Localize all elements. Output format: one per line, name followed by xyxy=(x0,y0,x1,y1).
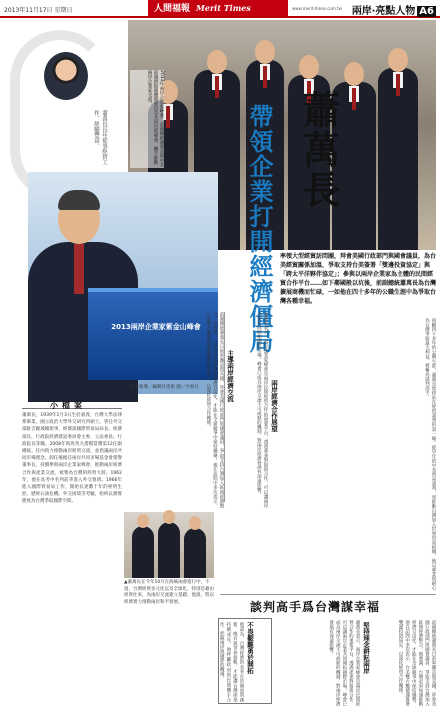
lede-paragraph: 率領大型經貿訪問團，拜會美國行政部門與國會議員，為台美經貿關係加溫，爭取支持台美簽署「雙邊投資協定」與「跨太平洋夥伴協定」；參與以兩岸企業家為主體的民間經貿合作平台……如下鄰國般以坑後，前副總統蕭萬長為台灣擴展商機而忙碌，一如他在四十多年的公職生涯中為爭取台灣各種幸福。 xyxy=(280,253,437,305)
body-column-1: 前副總統蕭萬長日前率團訪問美國，拜會美國行政部門與國會議員，爭取支持台灣加入區域經濟整合。他強調，台灣必須加速推動經濟自由化，才能在全球競爭中保持優勢。他在訪問中多次表示，台美雙方應儘速簽署雙邊投資協定，以深化經貿合作關係。 xyxy=(205,312,224,508)
handshake-caption: ▲蕭萬長在今年10月在海峽兩會進行中，不過，台灣經貿多元化以及全球化，特別是藉由經貿往來，為兩岸交流建立基礎。他說，將以經濟實力推動兩岸和平發展。 xyxy=(124,580,214,605)
person-figure xyxy=(132,526,154,578)
body-column-4: 蕭萬長表示，兩岸企業家峰會是兩岸民間經貿合作的重要平台，透過產業對接與合作，可以讓兩岸企業共同開拓國際市場。峰會已成為兩岸交流不可或缺的機制，對兩岸經濟發展有深遠影響。 xyxy=(328,620,360,706)
masthead-en: Merit Times xyxy=(196,3,251,13)
site-url: www.merit-times.com.tw xyxy=(292,6,342,11)
section-label xyxy=(352,2,436,17)
body-column-3: 回顧四十多年的公職生涯，蕭萬長始終站在經貿談判的第一線。從早年的中美貿易談判，到推動台灣加入世界貿易組織，他以專業與耐心為台灣爭取最大利益，被稱為談判高手。 xyxy=(424,318,436,590)
bio-title: 小檔案 xyxy=(50,401,86,410)
subhead-b: 兩岸經濟合作展望 xyxy=(270,380,278,432)
photo-credit: 雙經報導／編輯杜琦惠 圖／中新社 xyxy=(130,385,199,390)
body-column-5: 前副總統蕭萬長日前率團訪問美國，拜會美國行政部門與國會議員，爭取支持台灣加入區域經濟整合。他強調，台灣必須加速推動經濟自由化，才能在全球競爭中保持優勢。他在訪問中多次表示，台美雙方應儘速簽署雙邊投資協定，以深化經貿合作關係。 xyxy=(398,620,436,706)
portrait-caption: 蕭萬長長年從事經貿工作，經驗豐富。 xyxy=(93,110,107,165)
page-header xyxy=(0,0,440,18)
portrait-photo xyxy=(44,52,88,100)
speaker-hair xyxy=(58,190,100,210)
masthead xyxy=(148,0,288,16)
subhead-a: 主導兩岸經濟交流 xyxy=(226,350,234,402)
bio-text: 蕭萬長，1939年1月3日生於嘉義，台灣大學法律系畢業，國立政治大學外交研究所碩士。曾任外交部駐吉隆坡總領事、經濟部國際貿易局局長、經濟部長、行政院經濟建設委員會主委、立法委員、行政院長等職。2008年與馬英九搭檔當選第12任副總統。任內致力推動兩岸經貿交流，並倡議兩岸共同市場理念。卸任後擔任兩岸共同市場基金會榮譽董事長，持續參與兩岸企業家峰會，推動兩岸經濟合作與產業交流，被譽為台灣的經貿大將。1962年，他在高考中名列前茅進入外交領域；1966年進入國際貿易局工作，開始長達數十年的經貿生涯，歷經石油危機、外交困境等考驗，始終以務實態度為台灣爭取國際空間。 xyxy=(22,413,122,505)
handshake-photo xyxy=(124,512,214,578)
masthead-title: 人間福報 xyxy=(154,4,191,14)
podium-banner-text: 2013兩岸企業家紫金山峰會 xyxy=(111,323,201,331)
subhead-c: 不畏艱難勇於開拓 xyxy=(246,622,254,674)
speaker-tie xyxy=(74,244,84,294)
main-subtitle: 帶領企業打開經濟僵局 xyxy=(245,104,273,354)
body-column-2: 蕭萬長表示，兩岸企業家峰會是兩岸民間經貿合作的重要平台，透過產業對接與合作，可以讓兩岸企業共同開拓國際市場。峰會已成為兩岸交流不可或缺的機制，對兩岸經濟發展有深遠影響。 xyxy=(256,312,268,508)
section-headline: 談判高手爲台灣謀幸福 xyxy=(250,600,381,614)
section-rule xyxy=(220,594,436,595)
subhead-d: 堅持理念耕耘兩岸 xyxy=(362,622,370,674)
top-photo-caption: 2013年兩岸企業家峰會，前副總統蕭萬長與中共前國務院副總理曾培炎共同出席峰會，攜手推動兩岸企業家交流。 xyxy=(130,70,164,168)
issue-date: 2013年11月17日 星期日 xyxy=(4,7,73,14)
pullquote-text: 他認為，台灣經濟的未來在於開放與創新，唯有與世界接軌，才能讓台灣產業持續成長。他呼籲政府與民間攜手合作，把握兩岸與國際的機遇。 xyxy=(219,622,244,702)
column-divider xyxy=(224,312,225,502)
main-headline: 蕭萬長 xyxy=(296,90,340,210)
person-figure xyxy=(378,68,418,250)
person-figure xyxy=(184,528,206,578)
page-number: A6 xyxy=(419,6,434,17)
section-name: 兩岸‧亮點人物 xyxy=(351,6,416,17)
person-figure xyxy=(158,522,180,578)
